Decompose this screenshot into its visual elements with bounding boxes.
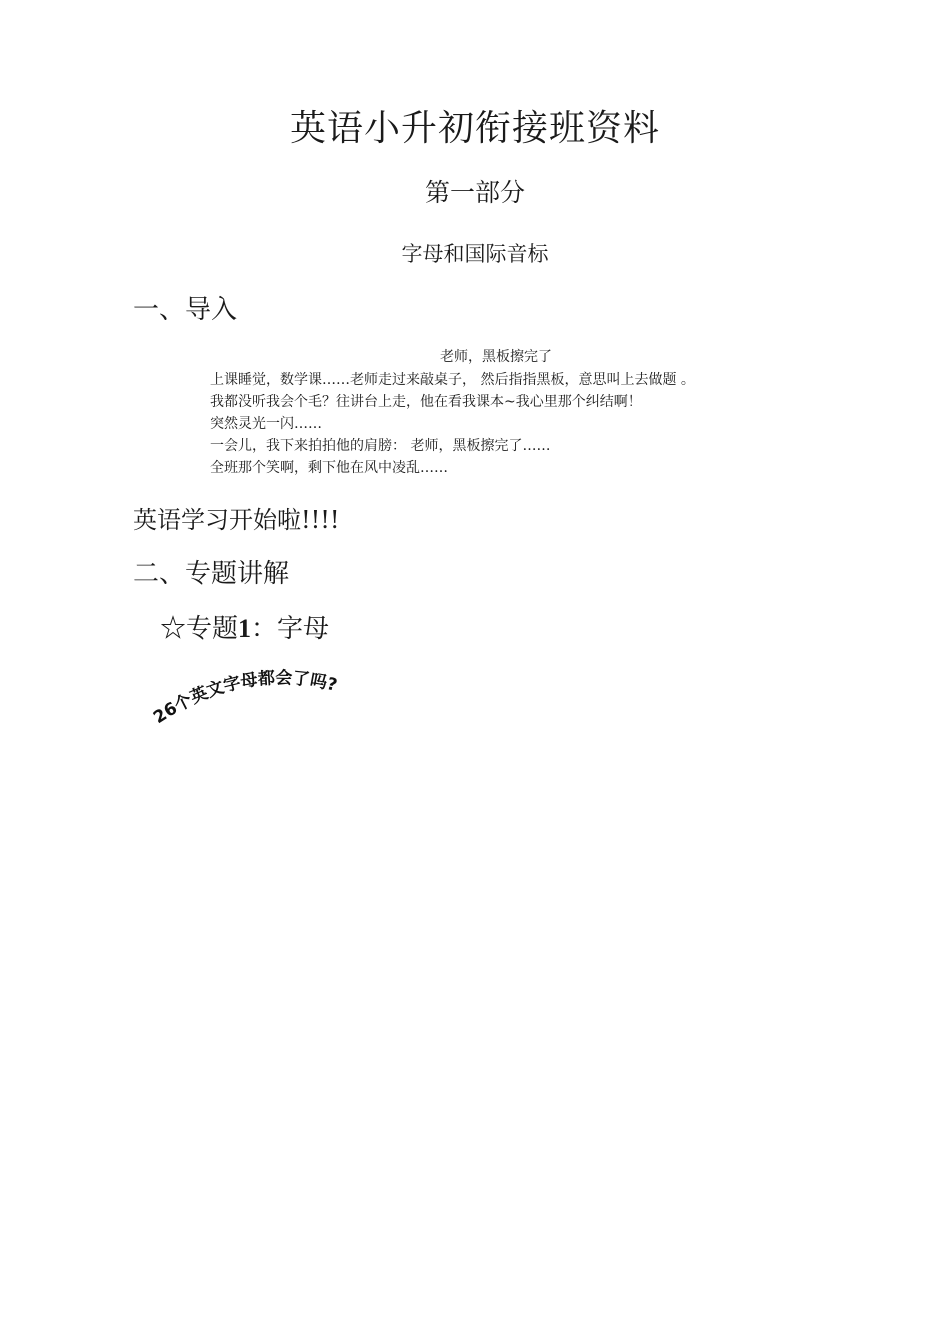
arc-wordart-text: 26个英文字母都会了吗? (149, 668, 340, 729)
subtitle: 字母和国际音标 (401, 242, 549, 266)
part-heading: 第一部分 (424, 178, 525, 207)
arc-wordart (140, 660, 400, 730)
story-line: 上课睡觉，数学课……老师走过来敲桌子， 然后指指黑板，意思叫上去做题 。 (210, 372, 695, 388)
section-heading-topics: 二、专题讲解 (133, 559, 290, 589)
topic-number: 1 (238, 614, 252, 643)
document-title: 英语小升初衔接班资料 (289, 108, 660, 149)
story-title: 老师，黑板擦完了 (440, 349, 552, 365)
story-line: 一会儿，我下来拍拍他的肩膀： 老师，黑板擦完了…… (210, 438, 551, 454)
topic-prefix: ☆专题 (160, 614, 239, 644)
story-line: 突然灵光一闪…… (210, 416, 322, 432)
story-line: 全班那个笑啊，剩下他在风中凌乱…… (210, 460, 448, 476)
topic-suffix: ：字母 (251, 614, 330, 644)
encouragement-line: 英语学习开始啦!!!! (133, 506, 340, 534)
story-line: 我都没听我会个毛？往讲台上走，他在看我课本~我心里那个纠结啊！ (210, 394, 642, 410)
section-heading-intro: 一、导入 (133, 295, 238, 325)
arc-wordart-svg (140, 660, 400, 730)
topic-heading (160, 608, 329, 645)
